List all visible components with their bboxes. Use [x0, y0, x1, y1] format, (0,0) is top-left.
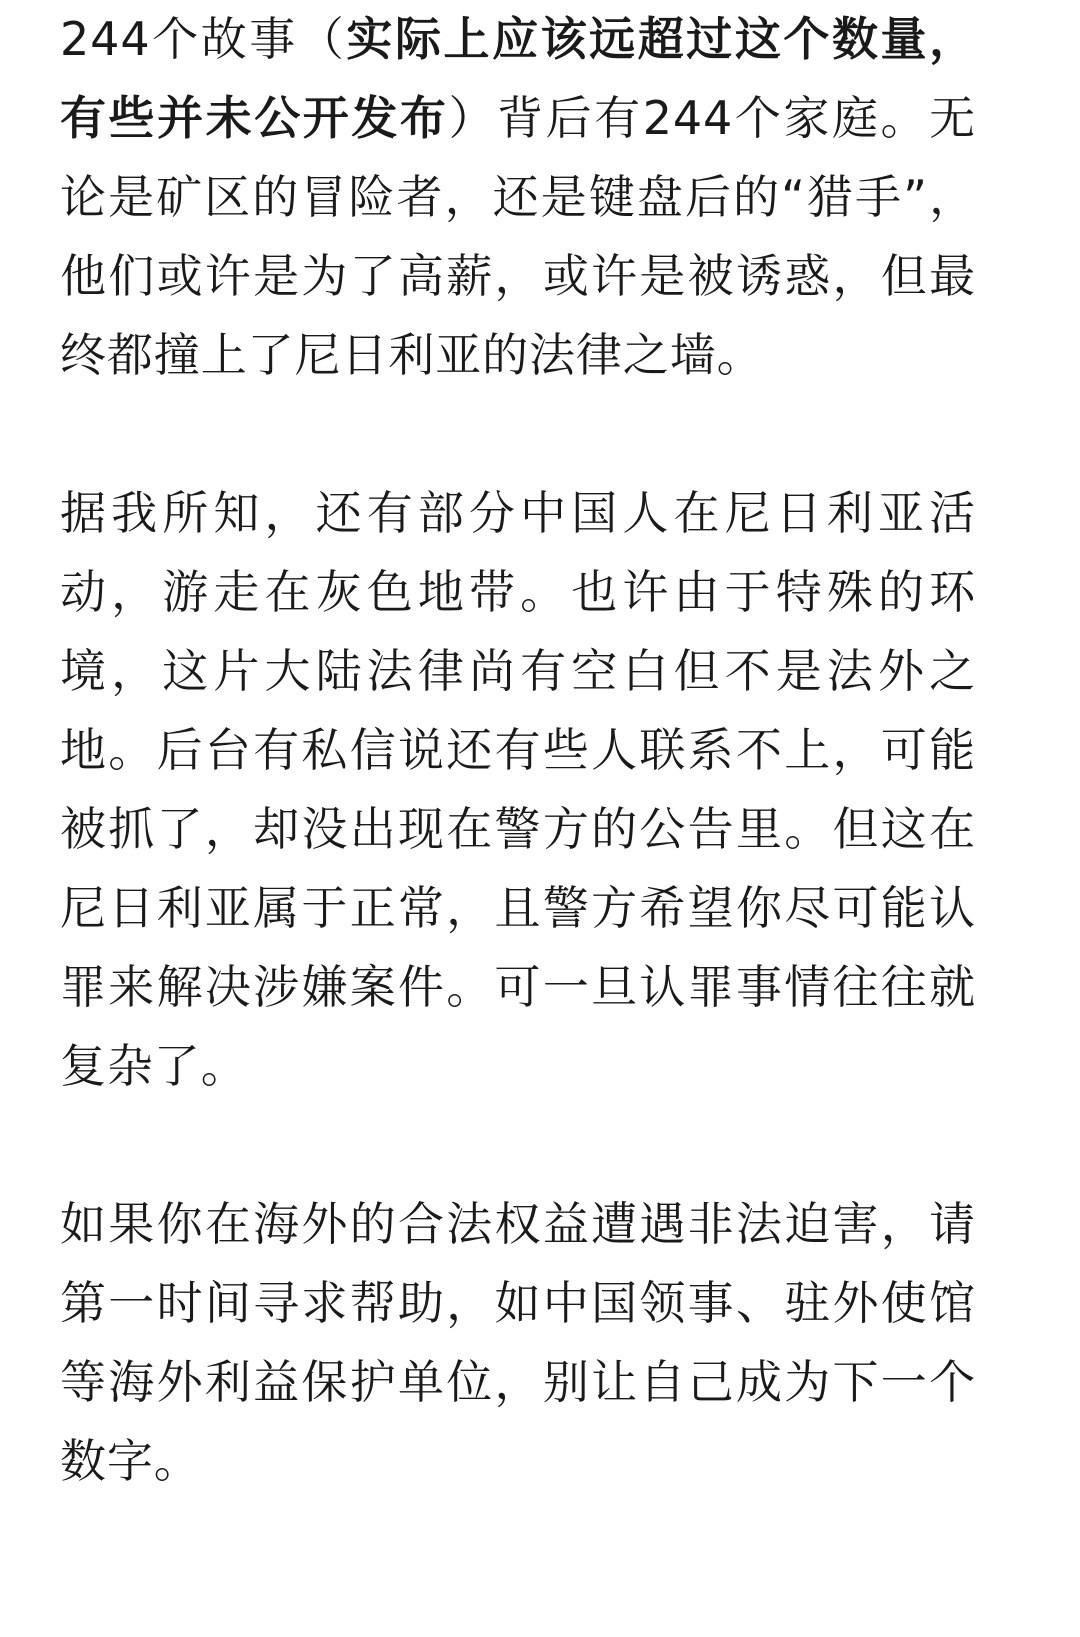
paragraph-1 [60, 0, 976, 395]
paragraph-1-bold-aside: 实际上应该远超过这个数量，有些并未公开发布 [60, 12, 976, 145]
paragraph-3: 如果你在海外的合法权益遭遇非法迫害，请第一时间寻求帮助，如中国领事、驻外使馆等海外利益保护单位，别让自己成为下一个数字。 [60, 1197, 976, 1488]
paragraph-1-suffix: ）背后有244个家庭。无论是矿区的冒险者，还是键盘后的“猎手”，他们或许是为了高薪，或许是被诱惑，但最终都撞上了尼日利亚的法律之墙。 [60, 91, 976, 382]
paragraph-2: 据我所知，还有部分中国人在尼日利亚活动，游走在灰色地带。也许由于特殊的环境，这片大陆法律尚有空白但不是法外之地。后台有私信说还有些人联系不上，可能被抓了，却没出现在警方的公告里。但这在尼日利亚属于正常，且警方希望你尽可能认罪来解决涉嫌案件。可一旦认罪事情往往就复杂了。 [60, 486, 976, 1093]
paragraph-1-prefix: 244个故事（ [60, 12, 347, 66]
article-body [60, 0, 976, 1501]
